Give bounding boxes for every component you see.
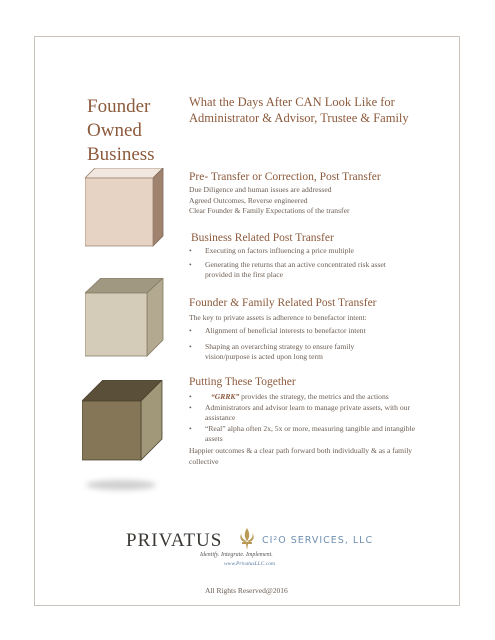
logo-privatus: PRIVATUS xyxy=(126,530,223,551)
section3-list xyxy=(189,326,379,363)
section4-bullet-1 xyxy=(189,392,419,403)
section1-line-3: Clear Founder & Family Expectations of the transfer xyxy=(189,206,350,215)
section1-line-2: Agreed Outcomes, Reverse engineered xyxy=(189,195,308,205)
section2-bullet-1: • Executing on factors influencing a price multiple xyxy=(189,246,414,257)
section4-bullet-3: • “Real” alpha often 2x, 5x or more, measuring tangible and intangible assets xyxy=(189,424,419,445)
section3-bullet-1: • Alignment of beneficial interests to benefactor intent xyxy=(189,326,379,337)
grrk-label: “GRRK” xyxy=(211,392,240,401)
section4-list xyxy=(189,392,419,445)
website-link[interactable]: www.PrivatusLLC.com xyxy=(224,561,275,567)
cube-1 xyxy=(85,168,167,250)
section1-body xyxy=(189,185,429,217)
section1-line-1: Due Diligence and human issues are addressed xyxy=(189,185,332,194)
section2-list xyxy=(189,246,414,281)
section3-heading: Founder & Family Related Post Transfer xyxy=(189,297,377,309)
left-title-line-2: Owned xyxy=(87,120,142,141)
left-title-line-3: Business xyxy=(87,144,155,165)
section3-intro: The key to private assets is adherence to benefactor intent: xyxy=(189,313,367,322)
section2-heading: Business Related Post Transfer xyxy=(191,232,334,244)
left-title-line-1: Founder xyxy=(87,96,151,117)
left-title xyxy=(87,95,177,167)
main-title: What the Days After CAN Look Like for Administrator & Advisor, Trustee & Family xyxy=(189,95,409,125)
footer-copyright: All Rights Reserved@2016 xyxy=(205,586,288,595)
cube-2 xyxy=(85,278,167,360)
section4-closing: Happier outcomes & a clear path forward both individually & as a family collective xyxy=(189,446,413,466)
section4-heading: Putting These Together xyxy=(189,376,296,388)
section2-bullet-2: • Generating the returns that an active concentrated risk asset provided in the first place xyxy=(189,260,414,281)
section4-bullet-1-text: provides the strategy, the metrics and the actions xyxy=(239,392,389,401)
logo-services: CI²O SERVICES, LLC xyxy=(262,535,374,546)
cube-3 xyxy=(82,380,164,462)
logo-tagline: Identify. Integrate. Implement. xyxy=(200,552,273,558)
section4-bullet-2: • Administrators and advisor learn to manage private assets, with our assistance xyxy=(189,403,419,424)
section1-heading: Pre- Transfer or Correction, Post Transfer xyxy=(189,171,381,183)
fleur-de-lis-icon xyxy=(237,526,257,552)
section3-bullet-2: • Shaping an overarching strategy to ensure family vision/purpose is acted upon long term xyxy=(189,342,379,363)
cube-shadow xyxy=(86,480,156,490)
